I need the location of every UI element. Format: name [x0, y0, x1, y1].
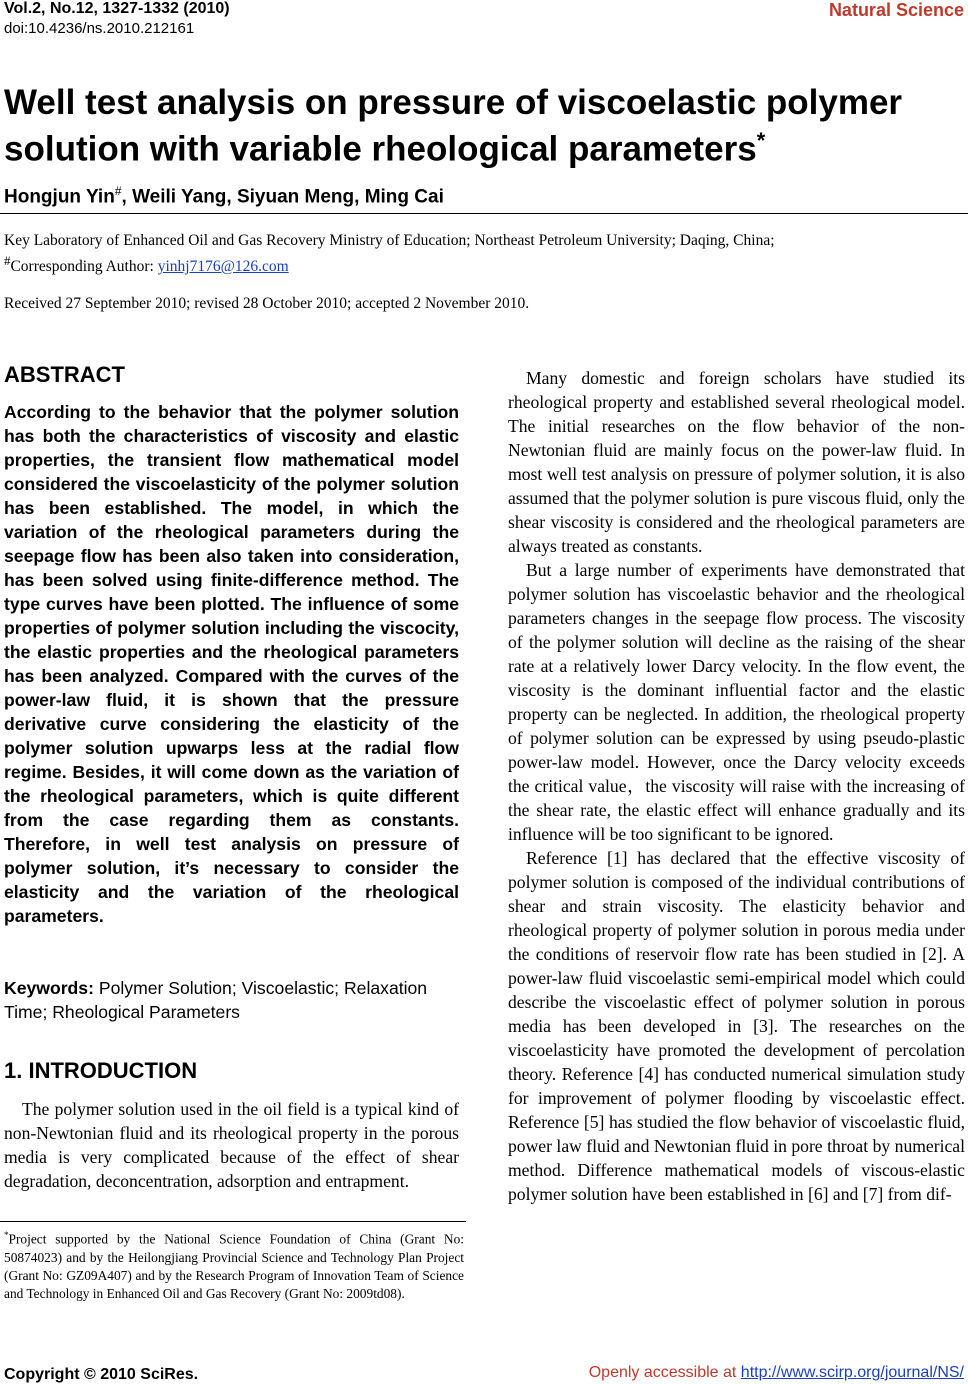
author-first: Hongjun Yin: [4, 186, 115, 208]
paper-title: [4, 84, 964, 169]
body-paragraph: But a large number of experiments have demonstrated that polymer solution has viscoelastic behavior and the rheological parameters changes in the seepage flow process. The viscosity of the polymer solution will decline as the raising of the shear rate at a relatively lower Darcy velocity. In the flow event, the viscosity is the dominant influential factor and the elastic property can be neglected. In addition, the rheological property of polymer solution can be expressed by using pseudo-plastic power-law model. However, once the Darcy velocity exceeds the critical value，the viscosity will raise with the increasing of the shear rate, the elastic effect will enhance gradually and its influence will be too significant to be ignored.: [508, 560, 965, 844]
journal-url-link[interactable]: http://www.scirp.org/journal/NS/: [740, 1364, 964, 1381]
doi: doi:10.4236/ns.2010.212161: [4, 20, 195, 37]
header-divider: [0, 213, 968, 214]
keywords-text: Polymer Solution; Viscoelastic; Relaxation Time; Rheological Parameters: [4, 978, 428, 1022]
corresponding-mark: #: [114, 184, 122, 198]
keywords-label: Keywords:: [4, 978, 94, 998]
footnote-mark: *: [4, 1230, 9, 1240]
intro-paragraph: The polymer solution used in the oil field is a typical kind of non-Newtonian fluid and its rheological property in the porous media is very complicated because of the effect of shear degradation, deconcentration, adsorption and entrapment.: [4, 1099, 459, 1191]
corresponding-author: [4, 251, 964, 277]
author-rest: , Weili Yang, Siyuan Meng, Ming Cai: [121, 186, 444, 208]
received-dates: Received 27 September 2010; revised 28 October 2010; accepted 2 November 2010.: [4, 295, 530, 312]
title-footnote-mark: *: [756, 128, 766, 153]
right-column: [508, 366, 965, 1206]
open-access-label: Openly accessible at: [588, 1364, 741, 1381]
footnote-divider: [0, 1221, 466, 1222]
body-paragraph: Many domestic and foreign scholars have studied its rheological property and established several rheological model. The initial researches on the flow behavior of the non-Newtonian fluid are mainly focus on the power-law fluid. In most well test analysis on pressure of polymer solution, it is also assumed that the polymer solution is pure viscous fluid, only the shear viscosity is considered and the rheological parameters are always treated as constants.: [508, 368, 965, 556]
copyright: Copyright © 2010 SciRes.: [4, 1366, 199, 1383]
journal-name: Natural Science: [828, 0, 964, 20]
author-list: [4, 184, 444, 208]
affiliation-line: Key Laboratory of Enhanced Oil and Gas Recovery Ministry of Education; Northeast Petroleum University; Daqing, China;: [4, 232, 775, 249]
corresponding-label: Corresponding Author:: [10, 258, 158, 276]
title-text: Well test analysis on pressure of viscoelastic polymer solution with variable rheological parameters: [4, 83, 903, 169]
intro-heading: 1. INTRODUCTION: [4, 1058, 198, 1083]
volume-info: Vol.2, No.12, 1327-1332 (2010): [4, 0, 230, 17]
corresponding-author-mark: #: [4, 253, 11, 268]
abstract-heading: ABSTRACT: [4, 362, 125, 387]
email-link[interactable]: yinhj7176@126.com: [157, 258, 289, 276]
keywords: [4, 976, 459, 1024]
open-access-notice: [589, 1364, 964, 1382]
funding-footnote: [4, 1226, 464, 1303]
footnote-text: Project supported by the National Science Foundation of China (Grant No: 50874023) and by the Heilongjiang Provincial Science and Technology Plan Project (Grant No: GZ09A407) and by the Research Program of Innovation Team of Science and Technology in Enhanced Oil and Gas Recovery (Grant No: 2009td08).: [4, 1231, 464, 1302]
abstract-text: According to the behavior that the polymer solution has both the characteristics of viscosity and elastic properties, the transient flow mathematical model considered the viscoelasticity of the polymer solution has been established. The model, in which the variation of the rheological parameters during the seepage flow has been also taken into consideration, has been solved using finite-difference method. The type curves have been plotted. The influence of some properties of polymer solution including the viscocity, the elastic properties and the rheological parameters has been analyzed. Compared with the curves of the power-law fluid, it is shown that the pressure derivative curve considering the elasticity of the polymer solution upwarps less at the radial flow regime. Besides, it will come down as the variation of the rheological parameters, which is quite different from the case regarding them as constants. Therefore, in well test analysis on pressure of polymer solution, it’s necessary to consider the elasticity and the variation of the rheological parameters.: [4, 402, 459, 926]
affiliation: [4, 231, 964, 277]
body-paragraph: Reference [1] has declared that the effective viscosity of polymer solution is composed of the individual contributions of shear and strain viscosity. The elasticity behavior and rheological property of polymer solution in porous media under the conditions of reservoir flow rate has been studied in [2]. A power-law fluid viscoelastic semi-empirical model which could describe the viscoelastic effect of polymer solution in porous media has been developed in [3]. The researches on the viscoelasticity have promoted the development of percolation theory. Reference [4] has conducted numerical simulation study for improvement of polymer flooding by viscoelastic effect. Reference [5] has studied the flow behavior of viscoelastic fluid, power law fluid and Newtonian fluid in pore throat by numerical method. Difference mathematical models of viscous-elastic polymer solution have been established in [6] and [7] from dif-: [508, 848, 965, 1204]
